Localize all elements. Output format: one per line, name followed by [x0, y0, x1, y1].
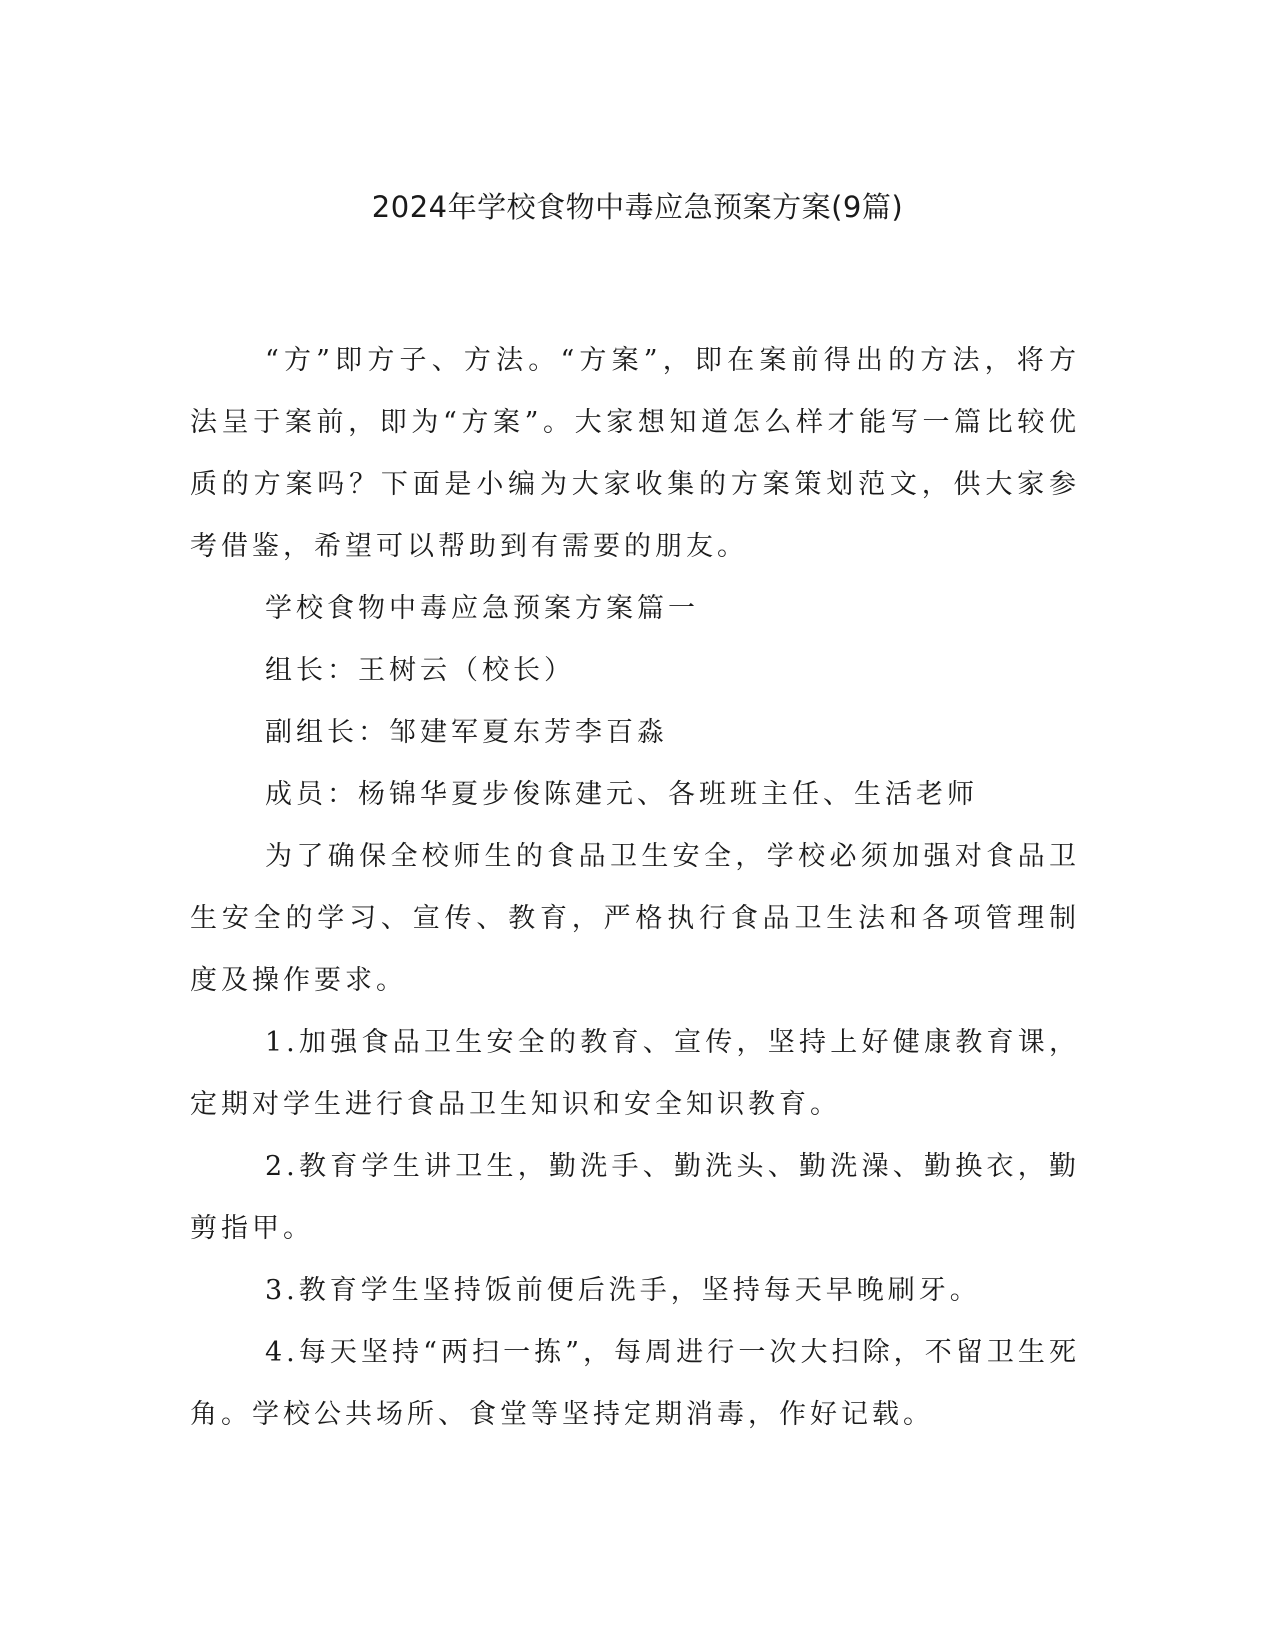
section-heading: 学校食物中毒应急预案方案篇一 [265, 593, 699, 624]
group-leader-line: 组长：王树云（校长） [265, 655, 575, 686]
item-1-paragraph: 1.加强食品卫生安全的教育、宣传，坚持上好健康教育课，定期对学生进行食品卫生知识和安全知识教育。 [190, 1027, 1080, 1120]
members-line: 成员：杨锦华夏步俊陈建元、各班班主任、生活老师 [265, 779, 978, 810]
item-4-paragraph: 4.每天坚持“两扫一拣”，每周进行一次大扫除，不留卫生死角。学校公共场所、食堂等坚持定期消毒，作好记载。 [190, 1337, 1080, 1430]
item-3-paragraph: 3.教育学生坚持饭前便后洗手，坚持每天早晚刷牙。 [265, 1275, 981, 1306]
item-2-paragraph: 2.教育学生讲卫生，勤洗手、勤洗头、勤洗澡、勤换衣，勤剪指甲。 [190, 1151, 1080, 1244]
intro-paragraph: “方”即方子、方法。“方案”，即在案前得出的方法，将方法呈于案前，即为“方案”。大家想知道怎么样才能写一篇比较优质的方案吗？下面是小编为大家收集的方案策划范文，供大家参考借鉴，希望可以帮助到有需要的朋友。 [190, 345, 1080, 562]
document-body [190, 330, 1080, 1446]
purpose-paragraph: 为了确保全校师生的食品卫生安全，学校必须加强对食品卫生安全的学习、宣传、教育，严格执行食品卫生法和各项管理制度及操作要求。 [190, 841, 1080, 996]
document-title: 2024年学校食物中毒应急预案方案(9篇) [371, 190, 904, 224]
deputy-leader-line: 副组长：邹建军夏东芳李百淼 [265, 717, 668, 748]
